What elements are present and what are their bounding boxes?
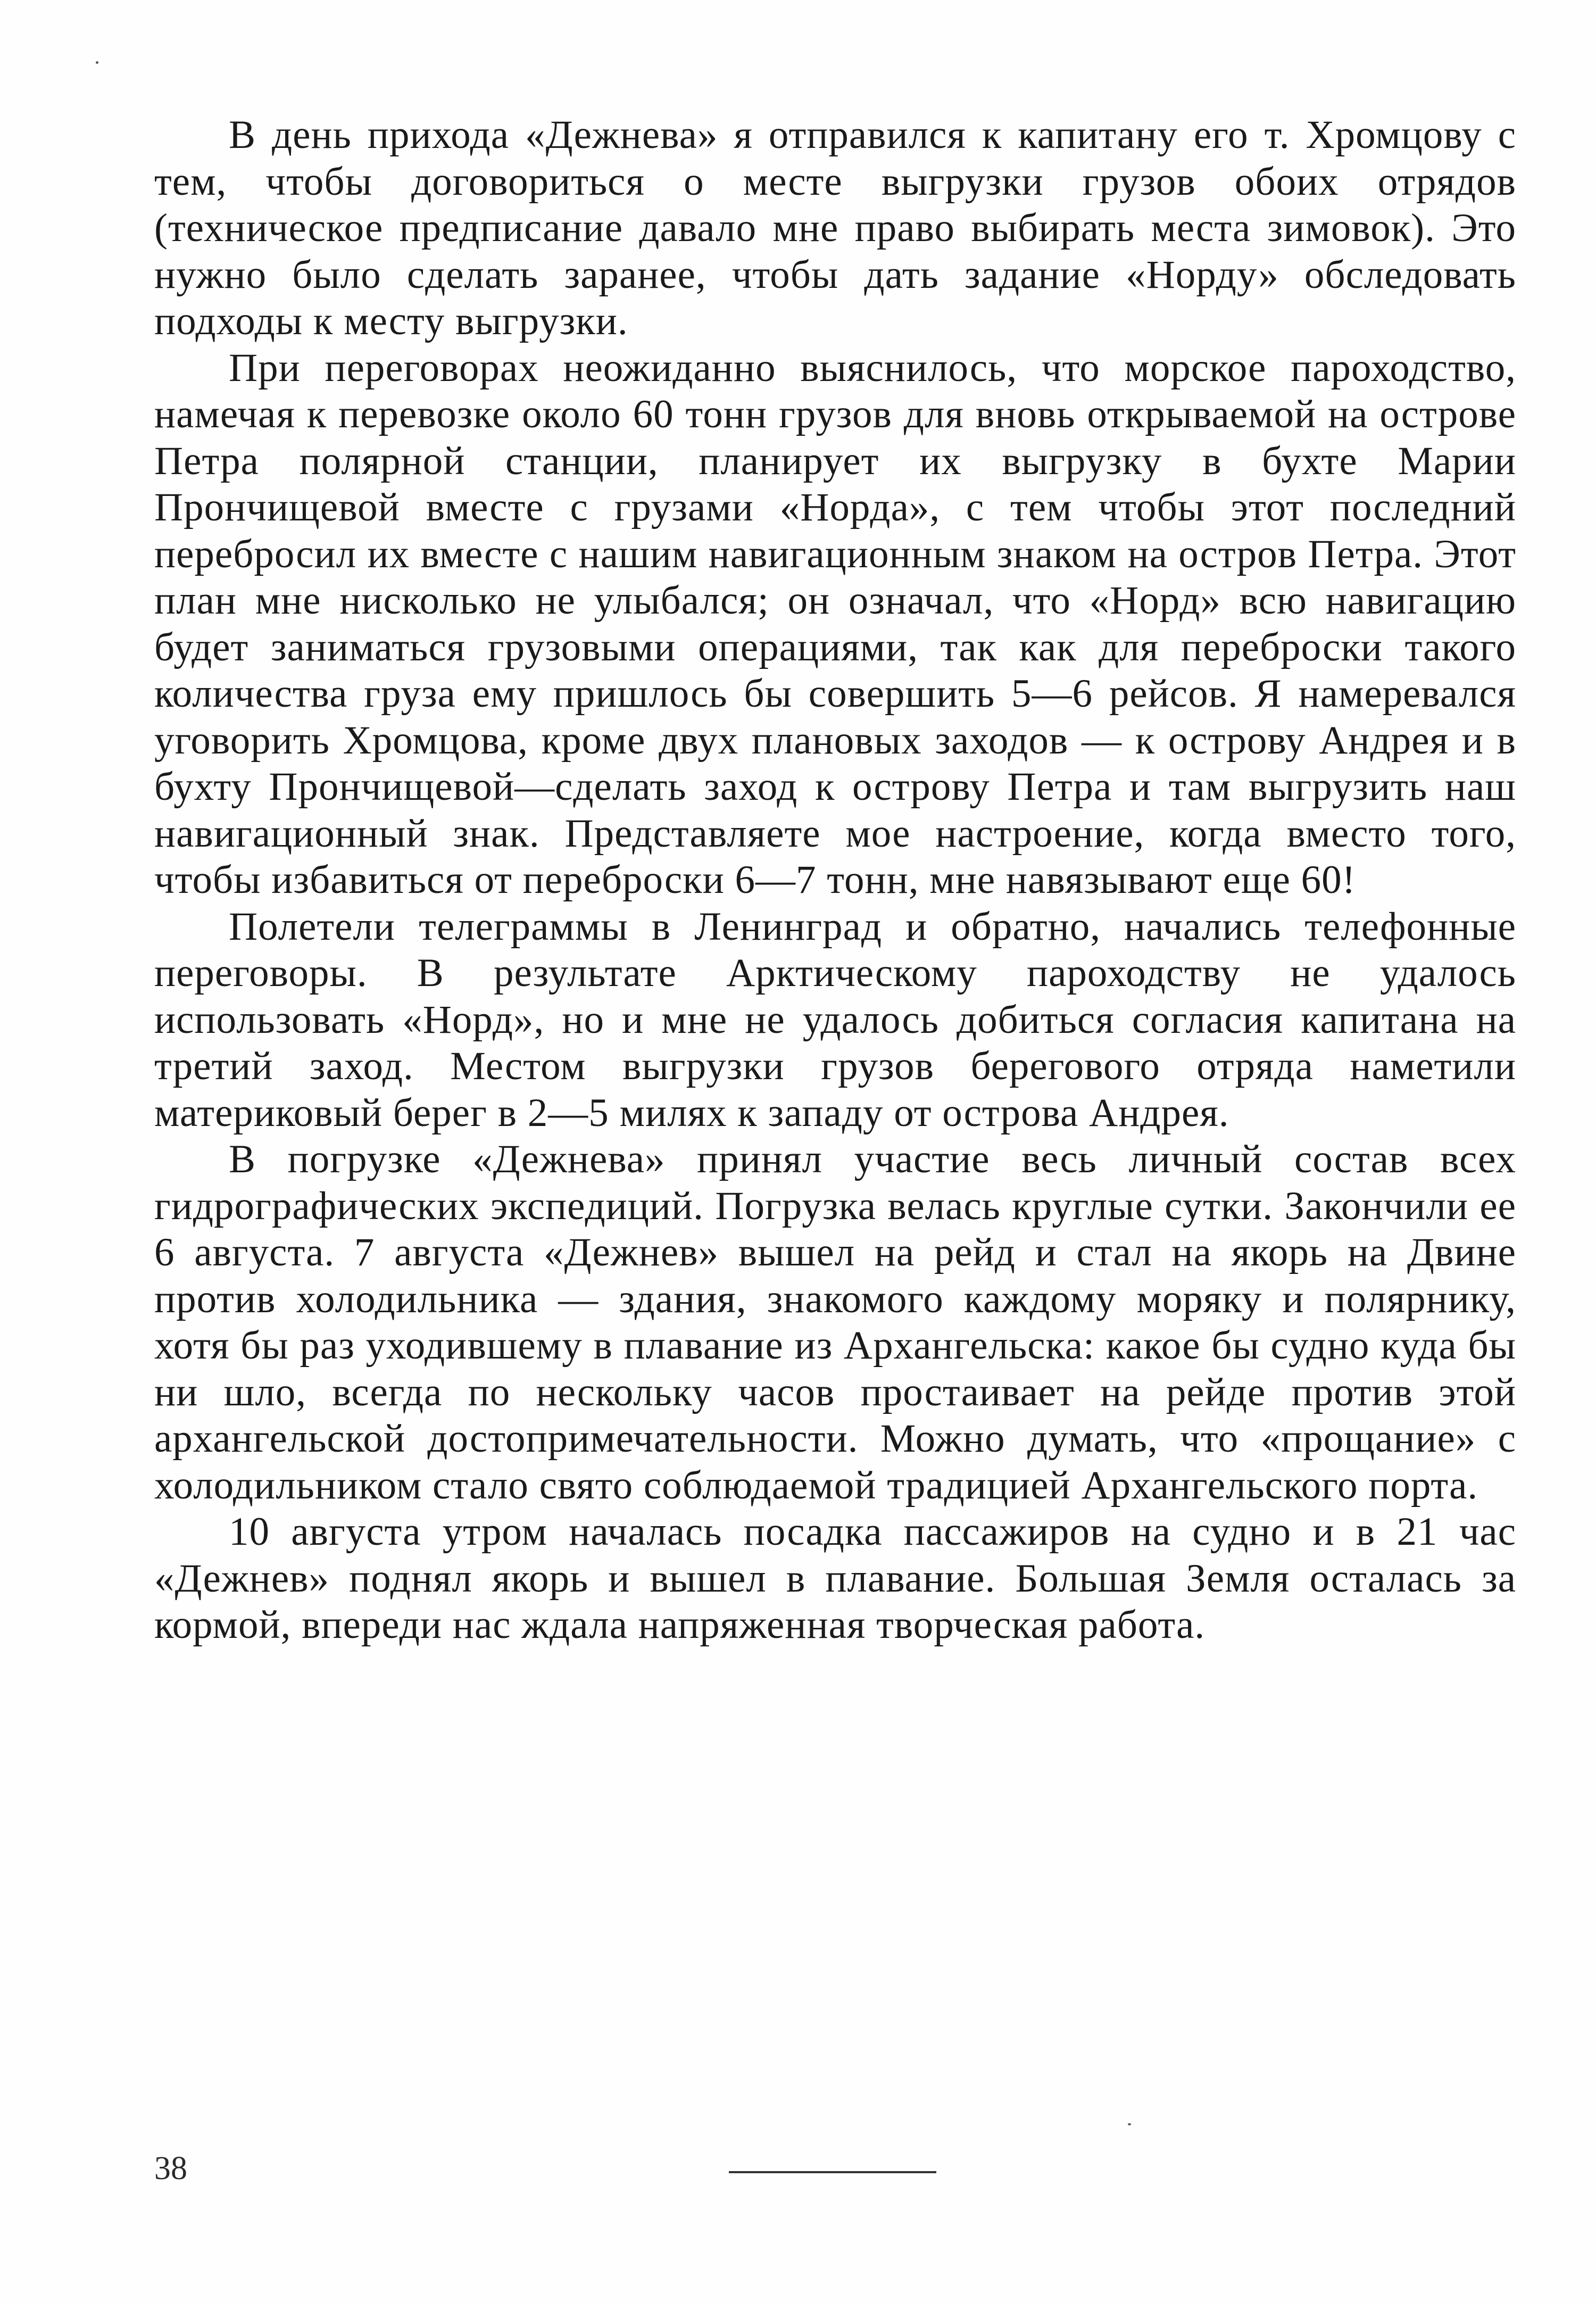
page-number: 38 <box>154 2150 187 2187</box>
body-text <box>154 112 1516 1649</box>
paragraph-3: Полетели телеграммы в Ленинград и обратно, начались телефонные переговоры. В результате Арктическому пароходству не удалось использовать «Норд», но и мне не удалось добиться согласия капитана на третий заход. Местом выгрузки грузов берегового отряда наметили материковый берег в 2—5 милях к западу от острова Андрея. <box>154 904 1516 1135</box>
print-speck <box>96 61 98 64</box>
end-divider <box>729 2171 936 2173</box>
paragraph-1: В день прихода «Дежнева» я отправился к капитану его т. Хромцову с тем, чтобы договориться о месте выгрузки грузов обоих отрядов (техническое предписание давало мне право выбирать места зимовок). Это нужно было сделать заранее, чтобы дать задание «Норду» обследовать подходы к месту выгрузки. <box>154 113 1516 343</box>
paragraph-5: 10 августа утром началась посадка пассажиров на судно и в 21 час «Дежнев» поднял якорь и вышел в плавание. Большая Земля осталась за кормой, впереди нас ждала напряженная творческая работа. <box>154 1510 1516 1647</box>
paragraph-4: В погрузке «Дежнева» принял участие весь личный состав всех гидрографических экспедиций. Погрузка велась круглые сутки. Закончили ее 6 августа. 7 августа «Дежнев» вышел на рейд и стал на якорь на Двине против холодильника — здания, знакомого каждому моряку и полярнику, хотя бы раз уходившему в плавание из Архангельска: какое бы судно куда бы ни шло, всегда по нескольку часов простаивает на рейде против этой архангельской достопримечательности. Можно думать, что «прощание» с холодильником стало свято соблюдаемой традицией Архангельского порта. <box>154 1137 1516 1508</box>
paragraph-2: При переговорах неожиданно выяснилось, что морское пароходство, намечая к перевозке около 60 тонн грузов для вновь открываемой на острове Петра полярной станции, планирует их выгрузку в бухте Марии Прончищевой вместе с грузами «Норда», с тем чтобы этот последний перебросил их вместе с нашим навигационным знаком на остров Петра. Этот план мне нисколько не улыбался; он означал, что «Норд» всю навигацию будет заниматься грузовыми операциями, так как для переброски такого количества груза ему пришлось бы совершить 5—6 рейсов. Я намеревался уговорить Хромцова, кроме двух плановых заходов — к острову Андрея и в бухту Прончищевой—сделать заход к острову Петра и там выгрузить наш навигационный знак. Представляете мое настроение, когда вместо того, чтобы избавиться от переброски 6—7 тонн, мне навязывают еще 60! <box>154 345 1516 902</box>
print-speck <box>1128 2123 1131 2125</box>
